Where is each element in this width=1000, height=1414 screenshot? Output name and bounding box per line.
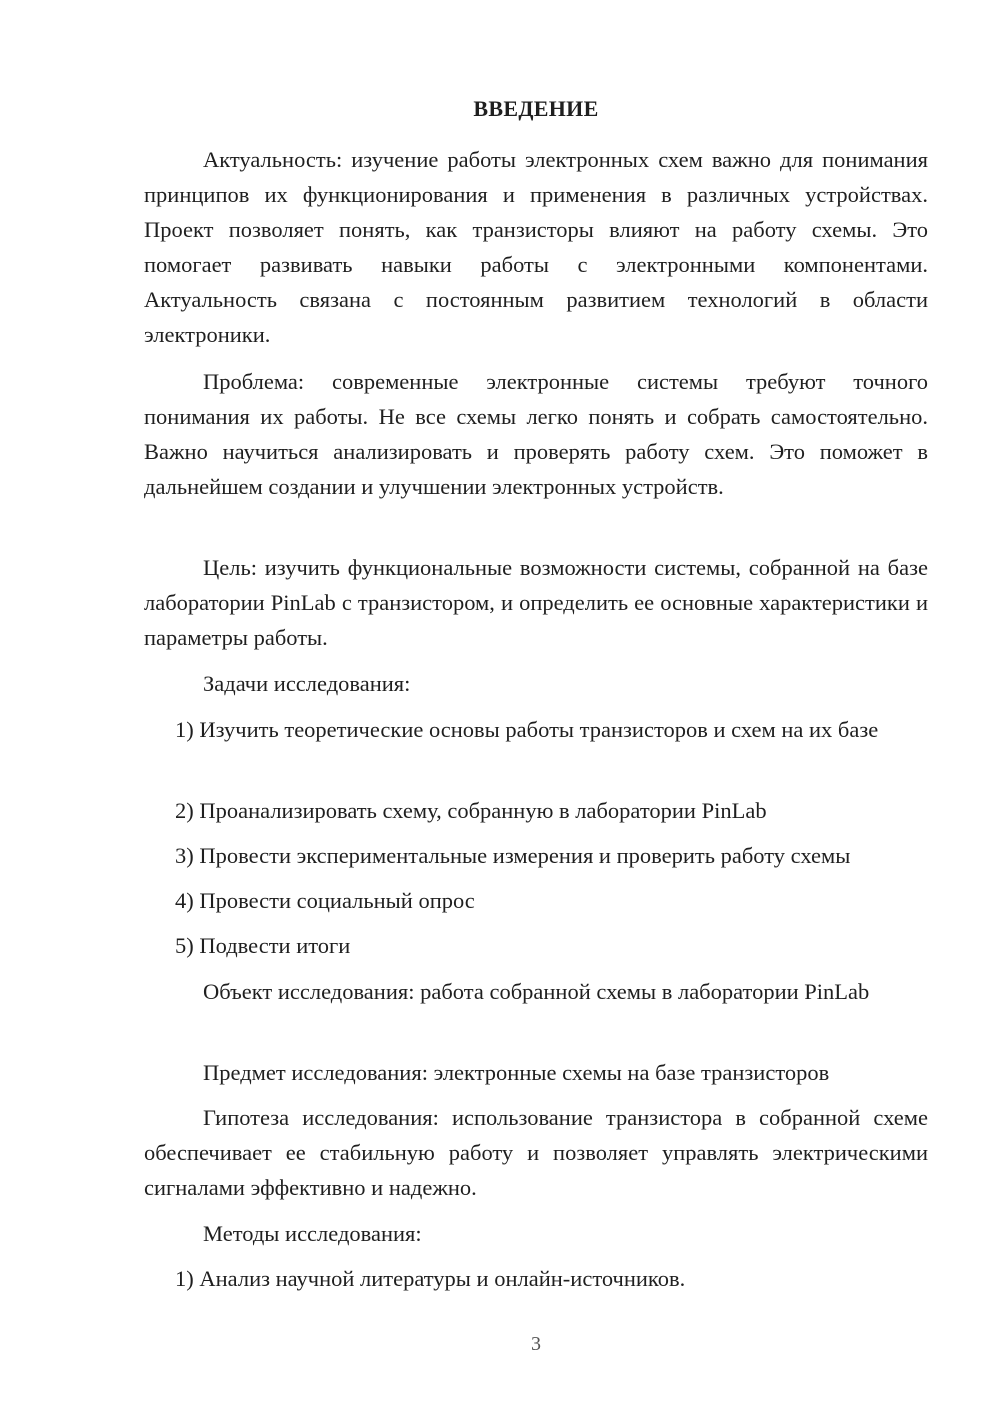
- paragraph-subject: Предмет исследования: электронные схемы на базе транзисторов: [203, 1060, 830, 1085]
- method-item-1: 1) Анализ научной литературы и онлайн-источников.: [175, 1266, 686, 1291]
- task-item-3: 3) Провести экспериментальные измерения и проверить работу схемы: [175, 843, 851, 868]
- tasks-title: Задачи исследования:: [203, 671, 411, 696]
- task-item-2: 2) Проанализировать схему, собранную в лаборатории PinLab: [175, 798, 767, 823]
- paragraph-object: Объект исследования: работа собранной схемы в лаборатории PinLab: [203, 979, 870, 1004]
- task-item-1: 1) Изучить теоретические основы работы транзисторов и схем на их базе: [175, 717, 879, 742]
- paragraph-relevance: Актуальность: изучение работы электронных схем важно для понимания принципов их функционирования и применения в различных устройствах. Проект позволяет понять, как транзисторы влияют на работу схемы. Это помогает развивать навыки работы с электронными компонентами. Актуальность связана с постоянным развитием технологий в области электроники.: [144, 147, 928, 347]
- section-heading: ВВЕДЕНИЕ: [473, 96, 599, 121]
- page-number: 3: [531, 1333, 541, 1355]
- methods-title: Методы исследования:: [203, 1221, 422, 1246]
- task-item-5: 5) Подвести итоги: [175, 933, 351, 958]
- paragraph-hypothesis: Гипотеза исследования: использование транзистора в собранной схеме обеспечивает ее стабильную работу и позволяет управлять электрическими сигналами эффективно и надежно.: [144, 1105, 928, 1200]
- task-item-4: 4) Провести социальный опрос: [175, 888, 475, 913]
- paragraph-problem: Проблема: современные электронные системы требуют точного понимания их работы. Не все схемы легко понять и собрать самостоятельно. Важно научиться анализировать и проверять работу схем. Это поможет в дальнейшем создании и улучшении электронных устройств.: [144, 369, 928, 499]
- paragraph-goal: Цель: изучить функциональные возможности системы, собранной на базе лаборатории PinLab с транзистором, и определить ее основные характеристики и параметры работы.: [144, 555, 928, 650]
